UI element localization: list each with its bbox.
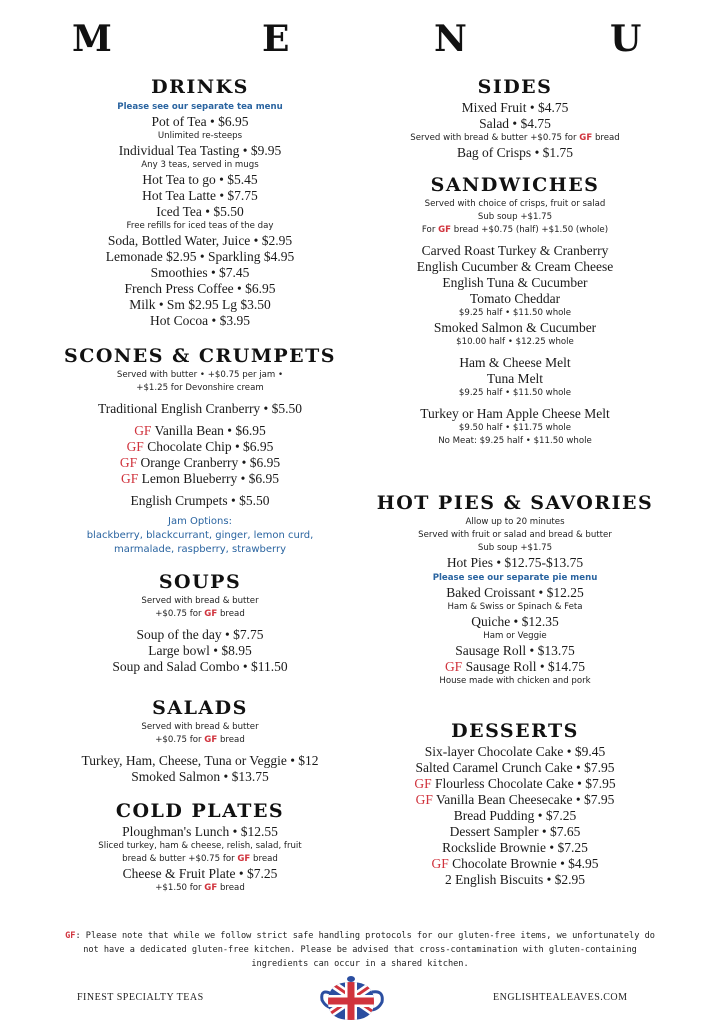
item-group [355,406,675,448]
gf-label: GF [204,735,218,745]
menu-item: Hot Pies • $12.75-$13.75 [446,555,584,570]
info-note: Please see our separate tea menu [117,102,283,112]
item-group [40,423,360,487]
item-note: Served with bread & butter [141,722,259,732]
menu-item: Ham & Cheese Melt [459,355,571,370]
item-note: Served with choice of crisps, fruit or salad [424,199,606,209]
item-note: Sub soup +$1.75 [477,212,553,222]
gf-label: GF [126,439,144,454]
gf-label: GF [204,883,218,893]
menu-item: Soup and Salad Combo • $11.50 [112,659,288,674]
item-group [40,369,360,395]
info-note: blackberry, blackcurrant, ginger, lemon curd, [86,530,314,541]
item-group [355,744,675,888]
menu-title-letter: M [72,18,112,60]
item-note [40,734,360,747]
line-text: +$0.75 for [155,735,205,745]
item-note: Ham & Swiss or Spinach & Feta [447,602,583,612]
menu-item: Dessert Sampler • $7.65 [449,824,581,839]
menu-item: Baked Croissant • $12.25 [446,585,584,600]
menu-item: Lemonade $2.95 • Sparkling $4.95 [105,249,295,264]
section-title: SALADS [152,697,248,719]
section-title: SOUPS [158,571,242,593]
menu-item [40,471,360,487]
menu-section-sides [355,76,675,167]
menu-section-hot-pies-savories [355,492,675,694]
menu-item: English Cucumber & Cream Cheese [416,259,614,274]
item-note [40,853,360,866]
menu-item: Rockslide Brownie • $7.25 [442,840,588,855]
gf-label: GF [414,776,432,791]
item-note: $9.25 half • $11.50 whole [458,388,572,398]
item-note [40,882,360,895]
line-text: Orange Cranberry • $6.95 [137,455,281,470]
menu-item: Hot Tea to go • $5.45 [142,172,258,187]
item-group [355,100,675,161]
line-text: Sausage Roll • $14.75 [462,659,586,674]
item-group [40,493,360,509]
item-note: Served with bread & butter [141,596,259,606]
menu-item: Tuna Melt [486,371,544,386]
line-text: bread [217,735,245,745]
menu-item: Pot of Tea • $6.95 [151,114,249,129]
line-text: Vanilla Bean Cheesecake • $7.95 [432,792,615,807]
gf-label: GF [431,856,449,871]
menu-item: Carved Roast Turkey & Cranberry [421,243,609,258]
item-group [40,595,360,621]
menu-item: Sausage Roll • $13.75 [455,643,575,658]
menu-item: Bag of Crisps • $1.75 [456,145,574,160]
section-title: SANDWICHES [430,174,600,196]
gf-label: GF [120,471,139,486]
menu-section-sandwiches [355,174,675,454]
gf-label: GF [65,931,76,941]
menu-item: English Crumpets • $5.50 [130,493,270,508]
menu-item: Ploughman's Lunch • $12.55 [122,824,278,839]
item-note: Sliced turkey, ham & cheese, relish, salad, fruit [98,841,302,851]
item-note [355,224,675,237]
gf-label: GF [204,609,218,619]
item-group [40,627,360,675]
line-text: Chocolate Brownie • $4.95 [448,856,599,871]
menu-item: Traditional English Cranberry • $5.50 [97,401,303,416]
info-note: Please see our separate pie menu [432,573,598,583]
menu-item: Turkey, Ham, Cheese, Tuna or Veggie • $12 [81,753,319,768]
menu-item: 2 English Biscuits • $2.95 [444,872,586,887]
menu-item: Iced Tea • $5.50 [156,204,244,219]
line-text: Served with bread & butter +$0.75 for [410,133,580,143]
section-title: SCONES & CRUMPETS [64,345,336,367]
gf-label: GF [438,225,452,235]
menu-section-scones-crumpets [40,345,360,563]
menu-item: Salted Caramel Crunch Cake • $7.95 [415,760,615,775]
menu-item [40,423,360,439]
item-group [355,243,675,349]
item-group [40,753,360,785]
menu-item: Soda, Bottled Water, Juice • $2.95 [107,233,293,248]
menu-item [355,776,675,792]
item-note: House made with chicken and pork [439,676,591,686]
item-group [355,198,675,237]
menu-item: Mixed Fruit • $4.75 [461,100,569,115]
menu-item: English Tuna & Cucumber [442,275,588,290]
line-text: Lemon Blueberry • $6.95 [138,471,280,486]
section-title: HOT PIES & SAVORIES [376,492,654,514]
gf-label: GF [579,133,593,143]
menu-section-drinks [40,76,360,335]
item-note: Served with butter • +$0.75 per jam • [116,370,284,380]
menu-item: Cheese & Fruit Plate • $7.25 [122,866,278,881]
menu-item: Smoked Salmon & Cucumber [433,320,597,335]
menu-item: Turkey or Ham Apple Cheese Melt [420,406,610,421]
menu-item: Salad • $4.75 [479,116,551,131]
menu-item [355,792,675,808]
item-group [40,401,360,417]
line-text: bread [250,854,278,864]
menu-title-letter: U [610,18,642,60]
item-note [355,132,675,145]
gf-label: GF [237,854,251,864]
menu-item: Bread Pudding • $7.25 [453,808,577,823]
item-note: Free refills for iced teas of the day [126,221,274,231]
item-note: $10.00 half • $12.25 whole [456,337,574,347]
item-note: Ham or Veggie [483,631,547,641]
gf-label: GF [119,455,138,470]
item-group [40,515,360,557]
item-note: Allow up to 20 minutes [465,517,565,527]
section-title: DRINKS [151,76,249,98]
menu-item: Individual Tea Tasting • $9.95 [118,143,282,158]
gluten-free-disclaimer [60,929,660,971]
item-note: Served with fruit or salad and bread & butter [418,530,612,540]
item-note: Unlimited re-steeps [157,131,243,141]
menu-section-soups [40,571,360,681]
footer-tagline: FINEST SPECIALTY TEAS [77,992,204,1003]
menu-item [40,455,360,471]
menu-item: Smoothies • $7.45 [150,265,250,280]
line-text: bread & butter +$0.75 for [122,854,238,864]
menu-item: Hot Tea Latte • $7.75 [142,188,258,203]
item-group [355,516,675,688]
menu-title-letter: E [262,18,290,60]
menu-item: Milk • Sm $2.95 Lg $3.50 [129,297,271,312]
line-text: bread [217,883,245,893]
item-group [355,355,675,400]
menu-item: Quiche • $12.35 [471,614,559,629]
menu-item [40,439,360,455]
info-note: Jam Options: [168,516,232,527]
item-note: $9.25 half • $11.50 whole [458,308,572,318]
line-text: Chocolate Chip • $6.95 [143,439,274,454]
item-note: $9.50 half • $11.75 whole [458,423,572,433]
menu-section-desserts [355,720,675,894]
item-note: No Meat: $9.25 half • $11.50 whole [438,436,592,446]
line-text: +$1.50 for [155,883,205,893]
gf-label: GF [134,423,152,438]
line-text: For [421,225,439,235]
menu-item: Smoked Salmon • $13.75 [131,769,269,784]
line-text: Flourless Chocolate Cake • $7.95 [431,776,616,791]
union-jack-teapot-logo [318,974,388,1022]
item-note: Any 3 teas, served in mugs [141,160,259,170]
section-title: COLD PLATES [115,800,285,822]
line-text: bread [592,133,620,143]
menu-item: Large bowl • $8.95 [148,643,252,658]
line-text: bread +$0.75 (half) +$1.50 (whole) [451,225,609,235]
section-title: SIDES [477,76,553,98]
menu-item: Six-layer Chocolate Cake • $9.45 [424,744,606,759]
section-title: DESSERTS [451,720,579,742]
item-note [40,608,360,621]
menu-section-salads [40,697,360,791]
item-group [40,824,360,895]
menu-item: Tomato Cheddar [469,291,561,306]
line-text: +$0.75 for [155,609,205,619]
disclaimer-text: : Please note that while we follow strict safe handling protocols for our gluten-free items, we unfortunately do not have a dedicated gluten-free kitchen. Please be advised that cross-contamination with gluten-containing ingredients can occur in a shared kitchen. [75,931,655,969]
menu-section-cold-plates [40,800,360,901]
menu-item [355,659,675,675]
info-note: marmalade, raspberry, strawberry [113,544,287,555]
menu-item: Hot Cocoa • $3.95 [150,313,250,328]
menu-title-letter: N [434,18,467,60]
item-group [40,721,360,747]
footer-website: ENGLISHTEALEAVES.COM [493,992,628,1003]
menu-item [355,856,675,872]
menu-item: Soup of the day • $7.75 [136,627,264,642]
line-text: bread [217,609,245,619]
item-note: Sub soup +$1.75 [477,543,553,553]
item-group [40,100,360,329]
gf-label: GF [444,659,463,674]
gf-label: GF [415,792,433,807]
menu-item: French Press Coffee • $6.95 [124,281,276,296]
item-note: +$1.25 for Devonshire cream [136,383,264,393]
line-text: Vanilla Bean • $6.95 [151,423,266,438]
